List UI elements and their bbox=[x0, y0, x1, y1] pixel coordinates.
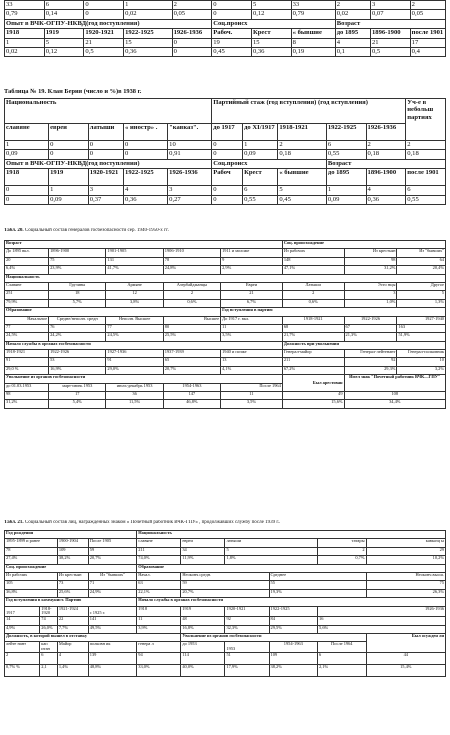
table-row: 98 17 36 147 11 49 108 bbox=[5, 392, 446, 400]
table-row: 36,8% 25,6% 24,9% 22,1% 20,7% 19,3% 26,3% bbox=[5, 589, 446, 597]
table-row: 31,2% 5,4% 11,5% 46,8% 3,5% 15,6% 34,4% bbox=[5, 400, 446, 408]
header-row: славяне евреи латыши « иностр» . "кавказ". до 1917 до XI/1917 1918-1921 1922-1925 1926-1936 bbox=[5, 124, 446, 141]
table-row: 91 53 91 65 13 211 92 10 bbox=[5, 358, 446, 366]
header-row: 1917 1918-1920 1921-1924 с 1925 г. 1918 1919 1920-1921 1922-1925 1926-1936 bbox=[6, 606, 444, 616]
table-row: 0,02 0,12 0,5 0,36 0 0,45 0,36 0,19 0,1 0,5 0,4 bbox=[5, 47, 446, 56]
header-row: 1918 1919 1920-1921 1922-1925 1926-1936 Рабоч Крест « бывшие до 1895 1896-1900 после 1901 bbox=[5, 169, 446, 186]
table-row: 77 76 77 80 11 68 67 163 bbox=[5, 324, 446, 332]
table-row: 79,9% 5,7% 3,8% 0,6% 6,7% 0,6% 1,0% 1,3% bbox=[5, 299, 446, 307]
top-table-fragment bbox=[4, 0, 446, 57]
table-row: 6,4% 23,9% 41,7% 24,8% 2,9% 47,1% 31,2% 20,4% bbox=[5, 266, 446, 274]
section-header-row: Год вступления в коммунист. Партию Начало службы в органах госбезопасности bbox=[5, 598, 446, 606]
section-header-row: Соц. происхождение Образование bbox=[5, 564, 446, 572]
table-row: 0,09 0 0 0 0,91 0 0,09 0,18 0,55 0,18 0,18 bbox=[5, 150, 446, 159]
section-header-row: Образование Год вступления в партию bbox=[5, 308, 446, 316]
table-row: 2 6 4 139 94 114 51 109 6 44 bbox=[5, 653, 446, 665]
header-row: 1918 1919 1920-1921 1922-1925 1926-1936 Рабоч. Крест « бывшие до 1895 1896-1900 после 1901 bbox=[5, 29, 446, 38]
header-row: 1895-1899 и ранее 1900-1904 После 1905 славяне евреи латыши татары кавказц ы bbox=[5, 539, 446, 547]
section-header-row: Возраст Соц. происхождение bbox=[5, 241, 446, 249]
header-row: 1918-1921 1922-1926 1927-1936 1937-1939 1940 и позже Генерал-майор Генерал-лейтенант Генерал-полковник bbox=[5, 350, 446, 358]
table-row: 1 0 0 0 10 0 1 2 6 2 2 bbox=[5, 141, 446, 150]
section-header-row: Национальность Партийный стаж (год вступления) (год вступления) Уч-е в небольш партиях bbox=[5, 99, 446, 124]
table-20-caption: Табл. 20. Социальный состав генералов госбезопасности сер. 1940-1950-х гг. bbox=[4, 228, 169, 233]
section-header-row: Начало службы в органах госбезопасности Должность при увольнении bbox=[5, 341, 446, 349]
table-21-caption: Табл. 21. Социальный состав лиц, награжденных знаком « Почетный работник ВЧК-ГПУ» , продолжавших службу после 1939 г.. bbox=[4, 520, 281, 525]
section-header-row: Опыт в ВЧК-ОГПУ-НКВД(год поступления) Соц.происх Возраст bbox=[5, 19, 446, 28]
table-row: 0 1 3 4 3 0 6 5 1 4 6 bbox=[5, 186, 446, 195]
table-row: 0 0,09 0,37 0,36 0,27 0 0,55 0,45 0,09 0,36 0,55 bbox=[5, 195, 446, 204]
table-row: 251 18 12 2 21 2 3 5 bbox=[5, 291, 446, 299]
table-row: 105 73 71 63 59 55 75 bbox=[5, 581, 446, 589]
table-row: 78 109 59 211 34 5 2 29 bbox=[5, 547, 446, 555]
table-row: 4,9% 26,0% 7,7% 49,5% 3,9% 16,8% 32,3% 29,5% 5,6% bbox=[5, 625, 446, 633]
table-row: 14 74 22 141 11 48 92 84 16 bbox=[5, 617, 446, 625]
header-row: Из рабочих Из крестьян Из "бывших" Начал. Неоконч.средн. Среднее Неоконч.высш. bbox=[5, 572, 446, 580]
section-header-row: Должность, в которой вышел в отставку Увольнение из органов госбезопасности Был осужден ли bbox=[5, 633, 446, 641]
table-row: 0,7% % 2,1 1,4% 48,8% 33,0% 40,0% 17,9% 38,2% 2,1% 15,4% bbox=[5, 665, 446, 677]
table-row: 20 75 131 78 9 148 98 64 bbox=[5, 257, 446, 265]
section-header-row: Увольнение из органов госбезопасности Был арестован Имел знак "Почетный работник ВЧК—ГПУ" bbox=[5, 375, 446, 383]
header-row: Начальное Средне/неполн. средн Неполн. Высшее Высшее До 1917 г. вкл. 1918-1921 1922-1926 1927-1940 bbox=[5, 316, 446, 324]
header-row: лейте нант кап итан Майор полковн ик генера л до 1953 1953 1954-1963 После 1964 bbox=[5, 642, 446, 653]
section-header-row: Год рождения Национальность bbox=[5, 531, 446, 539]
table-row: 1 5 21 15 0 19 15 8 4 21 17 bbox=[5, 38, 446, 47]
table-row: 24,5% 24,2% 24,5% 25,5% 3,5% 21,7% 21,3% 51,9% bbox=[5, 333, 446, 341]
table-19-caption: Таблица № 19. Клан Берия (число и %)в 1938 г. bbox=[4, 88, 142, 95]
section-header-row: Национальность bbox=[5, 274, 446, 282]
table-19 bbox=[4, 98, 446, 205]
header-row: Славяне Грузины Армяне Азербайджанцы Евреи Латыши Эсто нцы Другое bbox=[5, 282, 446, 290]
table-21 bbox=[4, 530, 446, 677]
header-row: до 01.03.1953 март-июнь 1953 июль-декабрь 1953 1954-1963 После 1964 bbox=[5, 383, 446, 391]
table-row: 33 6 0 1 2 0 5 33 2 3 2 bbox=[5, 1, 446, 10]
table-row: 29,0 % 16,9% 29,0% 20,7% 4,1% 67,2% 29,3% 3,2% bbox=[5, 366, 446, 374]
header-row: До 1895 вкл. 1896-1900 1901-1905 1906-1910 1911 и моложе Из рабочих Из крестьян Из "бывших" bbox=[5, 249, 446, 257]
table-20 bbox=[4, 240, 446, 409]
table-row: 0,79 0,14 0 0,02 0,05 0 0,12 0,79 0,02 0,07 0,05 bbox=[5, 10, 446, 19]
section-header-row: Опыт в ВЧК-ОГПУ-НКВД(год поступления) Соц.происх Возраст bbox=[5, 159, 446, 168]
table-row: 27,4% 38,2% 20,7% 74,0% 11,9% 1,8% 0,7% 10,2% bbox=[5, 556, 446, 564]
